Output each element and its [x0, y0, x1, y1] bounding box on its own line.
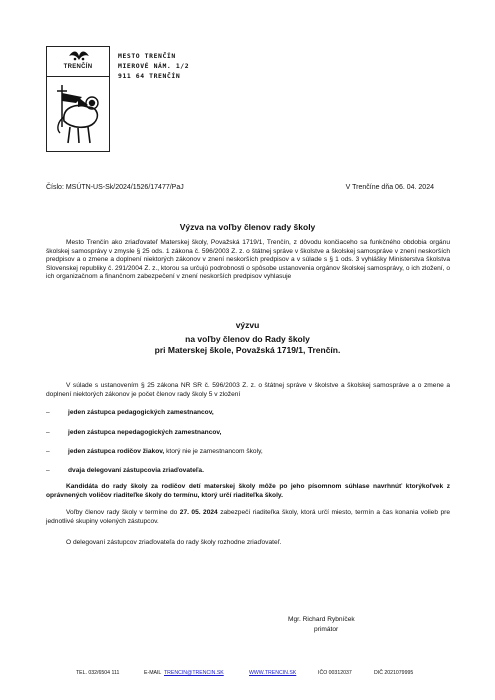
election-date: 27. 05. 2024 [179, 509, 218, 516]
footer-email-label: E-MAIL [144, 670, 162, 676]
member-bold: jeden zástupca rodičov žiakov, [68, 448, 165, 455]
crest-ornament-icon [67, 50, 91, 62]
signatory-role: primátor [314, 626, 339, 633]
candidacy-paragraph: Kandidáta do rady školy za rodičov detí materskej školy môže po jeho písomnom súhlase navrhnúť ktorýkoľvek z oprávnených voličov riaditeľke školy do termínu, ktorý určí riaditeľka školy. [46, 483, 450, 499]
sender-address [118, 51, 189, 81]
date-line: V Trenčíne dňa 06. 04. 2024 [345, 184, 434, 191]
member-bold: jeden zástupca nepedagogických zamestnancov, [68, 429, 222, 436]
footer-ico: IČO 00312037 [318, 670, 352, 676]
member-bold: dvaja delegovaní zástupcovia zriaďovateľa. [68, 467, 204, 474]
footer-dic: DIČ 2021079995 [374, 670, 414, 676]
call-line-2: pri Materskej škole, Považská 1719/1, Trenčín. [154, 345, 341, 355]
delegates-paragraph: O delegovaní zástupcov zriaďovateľa do rady školy rozhodne zriaďovateľ. [66, 539, 282, 546]
logo-header [47, 47, 109, 75]
reference-number: Číslo: MSÚTN-US-Sk/2024/1526/17477/PaJ [46, 184, 184, 191]
footer-web-link[interactable]: WWW.TRENCIN.SK [249, 670, 297, 676]
document-title: Výzva na voľby členov rady školy [179, 222, 316, 232]
composition-paragraph: V súlade s ustanovením § 25 zákona NR SR č. 596/2003 Z. z. o štátnej správe v školstve a školskej samospráve a o zmene a doplnení niektorých zákonov je počet členov rady školy 5 v zložení [46, 382, 450, 398]
member-bold: jeden zástupca pedagogických zamestnancov, [68, 409, 214, 416]
city-logo [46, 46, 110, 152]
address-line: MESTO TRENČÍN [118, 52, 176, 60]
member-rest: ktorý nie je zamestnancom školy, [164, 448, 263, 455]
signatory-name: Mgr. Richard Rybníček [288, 616, 355, 623]
footer-tel: TEL. 032/6504 111 [76, 670, 120, 676]
footer-email-link[interactable]: TRENCIN@TRENCIN.SK [164, 670, 224, 676]
address-line: MIEROVÉ NÁM. 1/2 [118, 62, 190, 70]
intro-paragraph: Mesto Trenčín ako zriaďovateľ Materskej školy, Považská 1719/1, Trenčín, z dôvodu končiaceho sa funkčného obdobia orgánu školskej samosprávy v zmysle § 25 ods. 1 zákona č. 596/2003 Z. z. o štátnej správe v školstve a školskej samospráve v znení neskorších predpisov a o zmene a doplnení niektorých zákonov v znení neskorších predpisov a v súlade s § 1 ods. 3 vyhlášky Ministerstva školstva Slovenskej republiky č. 291/2004 Z. z., ktorou sa určujú podrobnosti o spôsobe ustanovenia orgánov školskej samosprávy, o ich zložení, o ich organizačnom a finančnom zabezpečení v znení neskorších predpisov vyhlasuje [46, 239, 450, 281]
lamb-emblem-icon [48, 77, 108, 151]
call-word: výzvu [235, 320, 260, 330]
address-line: 911 64 TRENČÍN [118, 72, 181, 80]
election-paragraph: Voľby členov rady školy v termíne do 27. 05. 2024 zabezpečí riaditeľka školy, ktorá určí miesto, termín a čas konania volieb pre jednotlivé skupiny volených zástupcov. [46, 509, 451, 525]
call-line-1: na voľby členov do Rady školy [185, 334, 310, 344]
logo-city-name: TRENČÍN [63, 64, 93, 70]
